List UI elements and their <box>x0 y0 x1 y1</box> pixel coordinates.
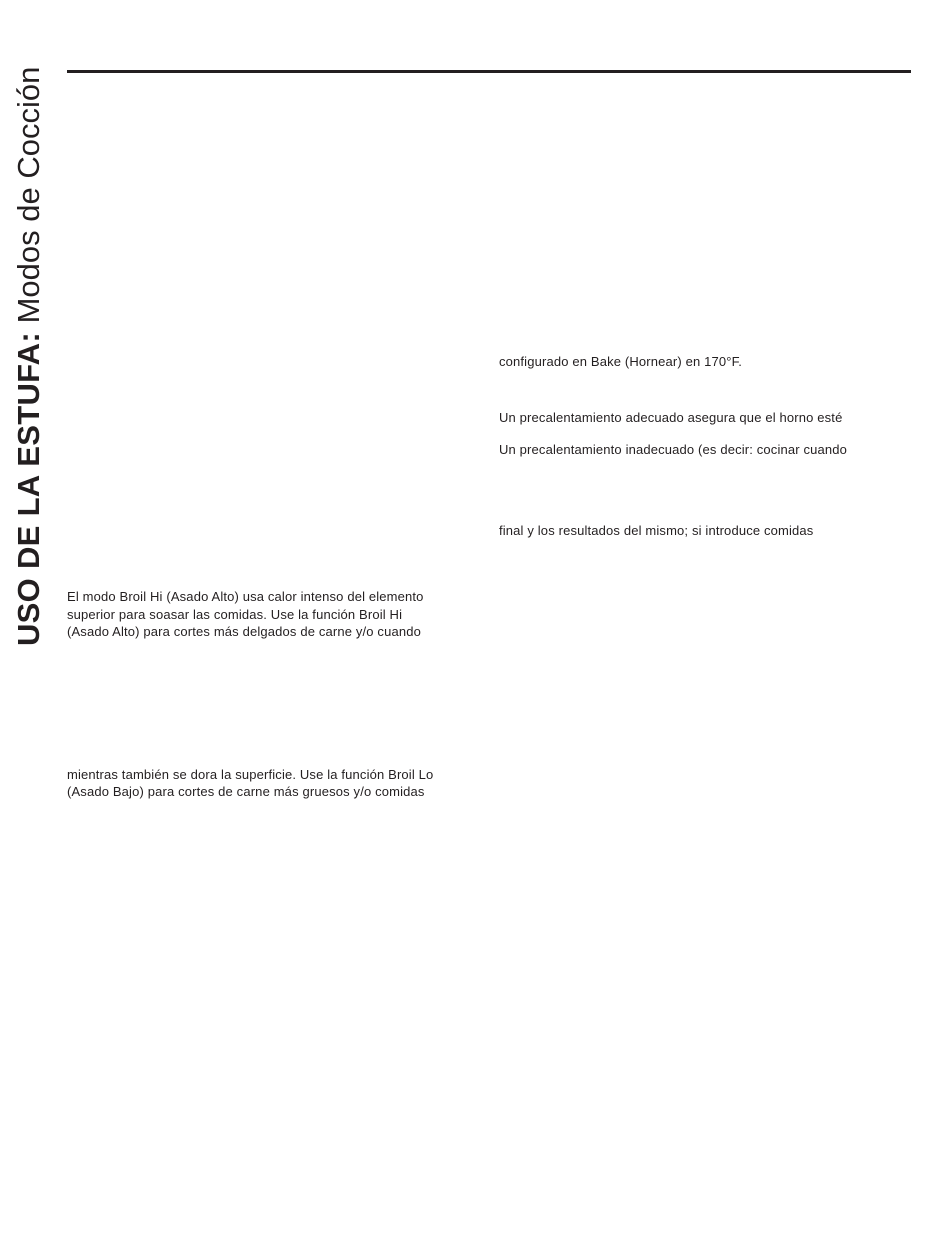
broil-hi-line-3: (Asado Alto) para cortes más delgados de carne y/o cuando <box>67 624 421 639</box>
improper-preheat-line: Un precalentamiento inadecuado (es decir: cocinar cuando <box>499 442 848 457</box>
results-line: final y los resultados del mismo; si introduce comidas <box>499 523 814 538</box>
section-header-bold: USO DE LA ESTUFA: <box>11 332 46 646</box>
broil-lo-line-2: (Asado Bajo) para cortes de carne más gruesos y/o comidas <box>67 784 425 799</box>
proper-preheat-line: Un precalentamiento adecuado asegura que el horno esté <box>499 410 843 425</box>
broil-hi-line-1: El modo Broil Hi (Asado Alto) usa calor intenso del elemento <box>67 589 424 604</box>
section-header-text <box>12 67 46 646</box>
section-header-subtitle: Modos de Cocción <box>11 66 46 324</box>
header-divider-rule <box>67 70 911 73</box>
section-header-vertical <box>12 38 48 648</box>
bake-setting-line: configurado en Bake (Hornear) en 170°F. <box>499 354 743 369</box>
broil-hi-line-2: superior para soasar las comidas. Use la función Broil Hi <box>67 607 403 622</box>
broil-lo-line-1: mientras también se dora la superficie. Use la función Broil Lo <box>67 767 434 782</box>
